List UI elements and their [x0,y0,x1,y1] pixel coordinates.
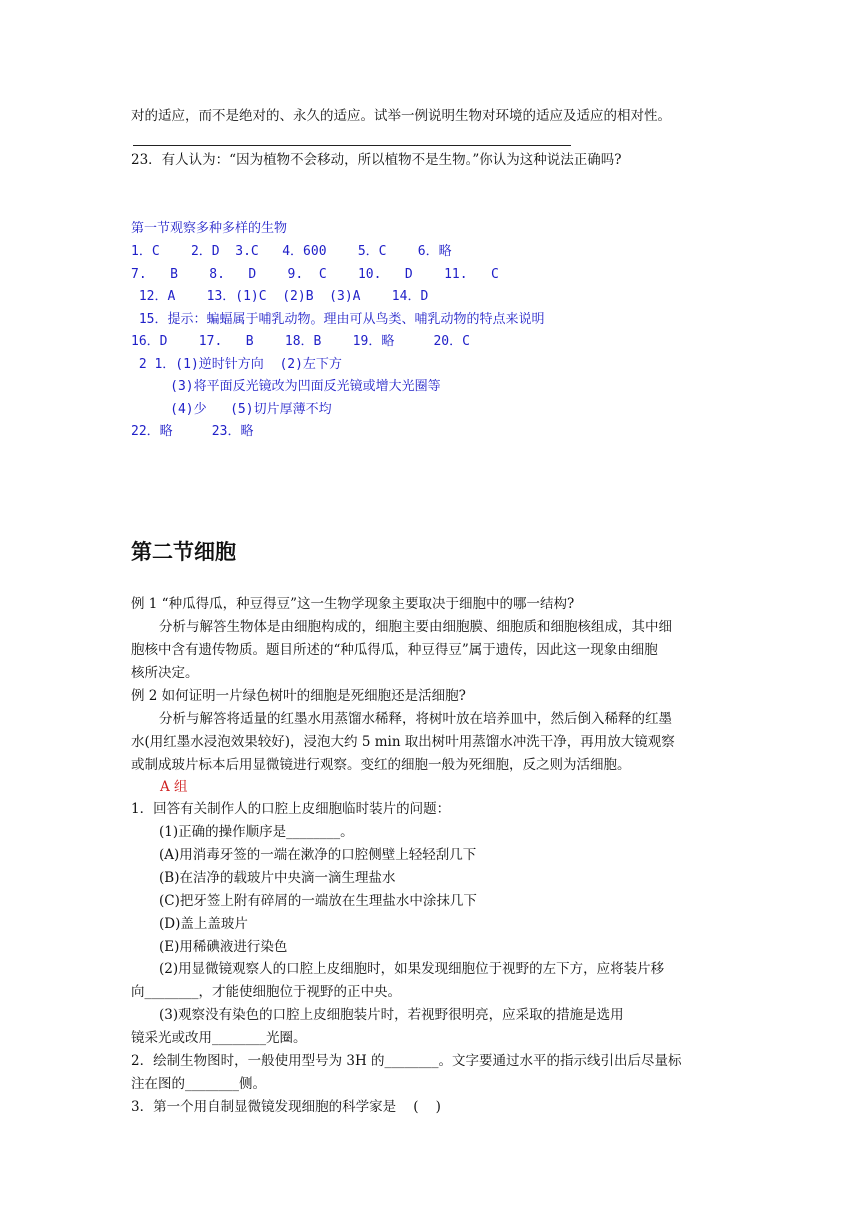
answer-line: 16．D 17. B 18．B 19．略 20．C [131,334,470,349]
option-e: (E)用稀碘液进行染色 [159,939,288,955]
question-1-part-3: 镜采光或改用________光圈。 [131,1030,307,1046]
answer-line: 22．略 23．略 [131,424,254,439]
option-c: (C)把牙签上附有碎屑的一端放在生理盐水中涂抹几下 [159,893,477,909]
section-heading: 第二节细胞 [131,540,236,564]
example-2-question: 例 2 如何证明一片绿色树叶的细胞是死细胞还是活细胞? [131,688,466,704]
question-1: 1．回答有关制作人的口腔上皮细胞临时装片的问题： [131,801,451,817]
answer-line: 1．C 2．D 3.C 4．600 5．C 6．略 [131,244,452,259]
question-3: 3．第一个用自制显微镜发现细胞的科学家是 ( ) [131,1099,441,1115]
answers-title: 第一节观察多种多样的生物 [131,221,288,236]
question-1-part-1: (1)正确的操作顺序是________。 [159,824,354,840]
answer-line: (4)少 (5)切片厚薄不均 [131,402,332,417]
text-line: 对的适应，而不是绝对的、永久的适应。试举一例说明生物对环境的适应及适应的相对性。 [131,108,671,124]
group-label: A 组 [160,779,188,795]
example-2-answer: 水(用红墨水浸泡效果较好)，浸泡大约 5 min 取出树叶用蒸馏水冲洗干净，再用放大镜观察 [131,734,675,750]
answer-line: 12．A 13．(1)C (2)B (3)A 14．D [131,289,429,304]
question-1-part-3: (3)观察没有染色的口腔上皮细胞装片时，若视野很明亮，应采取的措施是选用 [159,1007,624,1023]
question-1-part-2: (2)用显微镜观察人的口腔上皮细胞时，如果发现细胞位于视野的左下方，应将装片移 [159,961,665,977]
answer-line: (3)将平面反光镜改为凹面反光镜或增大光圈等 [131,379,441,394]
example-2-answer: 分析与解答将适量的红墨水用蒸馏水稀释，将树叶放在培养皿中，然后倒入稀释的红墨 [159,711,672,727]
example-1-question: 例 1 “种瓜得瓜，种豆得豆”这一生物学现象主要取决于细胞中的哪一结构? [131,596,575,612]
question-2: 2．绘制生物图时，一般使用型号为 3H 的________。文字要通过水平的指示线引出后尽量标 [131,1053,682,1069]
answer-line: 2 1．(1)逆时针方向 (2)左下方 [131,357,342,372]
option-a: (A)用消毒牙签的一端在漱净的口腔侧壁上轻轻刮几下 [159,847,477,863]
example-1-answer: 分析与解答生物体是由细胞构成的，细胞主要由细胞膜、细胞质和细胞核组成，其中细 [159,619,672,635]
question-1-part-2: 向________，才能使细胞位于视野的正中央。 [131,984,401,1000]
divider-line [133,145,571,146]
answer-line: 15．提示：蝙蝠属于哺乳动物。理由可从鸟类、哺乳动物的特点来说明 [131,312,545,327]
question-2: 注在图的________侧。 [131,1076,266,1092]
option-d: (D)盖上盖玻片 [159,916,248,932]
answer-line: 7. B 8. D 9. C 10. D 11. C [131,267,499,282]
question-23: 23．有人认为：“因为植物不会移动，所以植物不是生物。”你认为这种说法正确吗? [131,152,622,168]
example-1-answer: 核所决定。 [131,665,199,681]
example-2-answer: 或制成玻片标本后用显微镜进行观察。变红的细胞一般为死细胞，反之则为活细胞。 [131,757,631,773]
option-b: (B)在洁净的载玻片中央滴一滴生理盐水 [159,870,396,886]
example-1-answer: 胞核中含有遗传物质。题目所述的“种瓜得瓜，种豆得豆”属于遗传，因此这一现象由细胞 [131,642,658,658]
